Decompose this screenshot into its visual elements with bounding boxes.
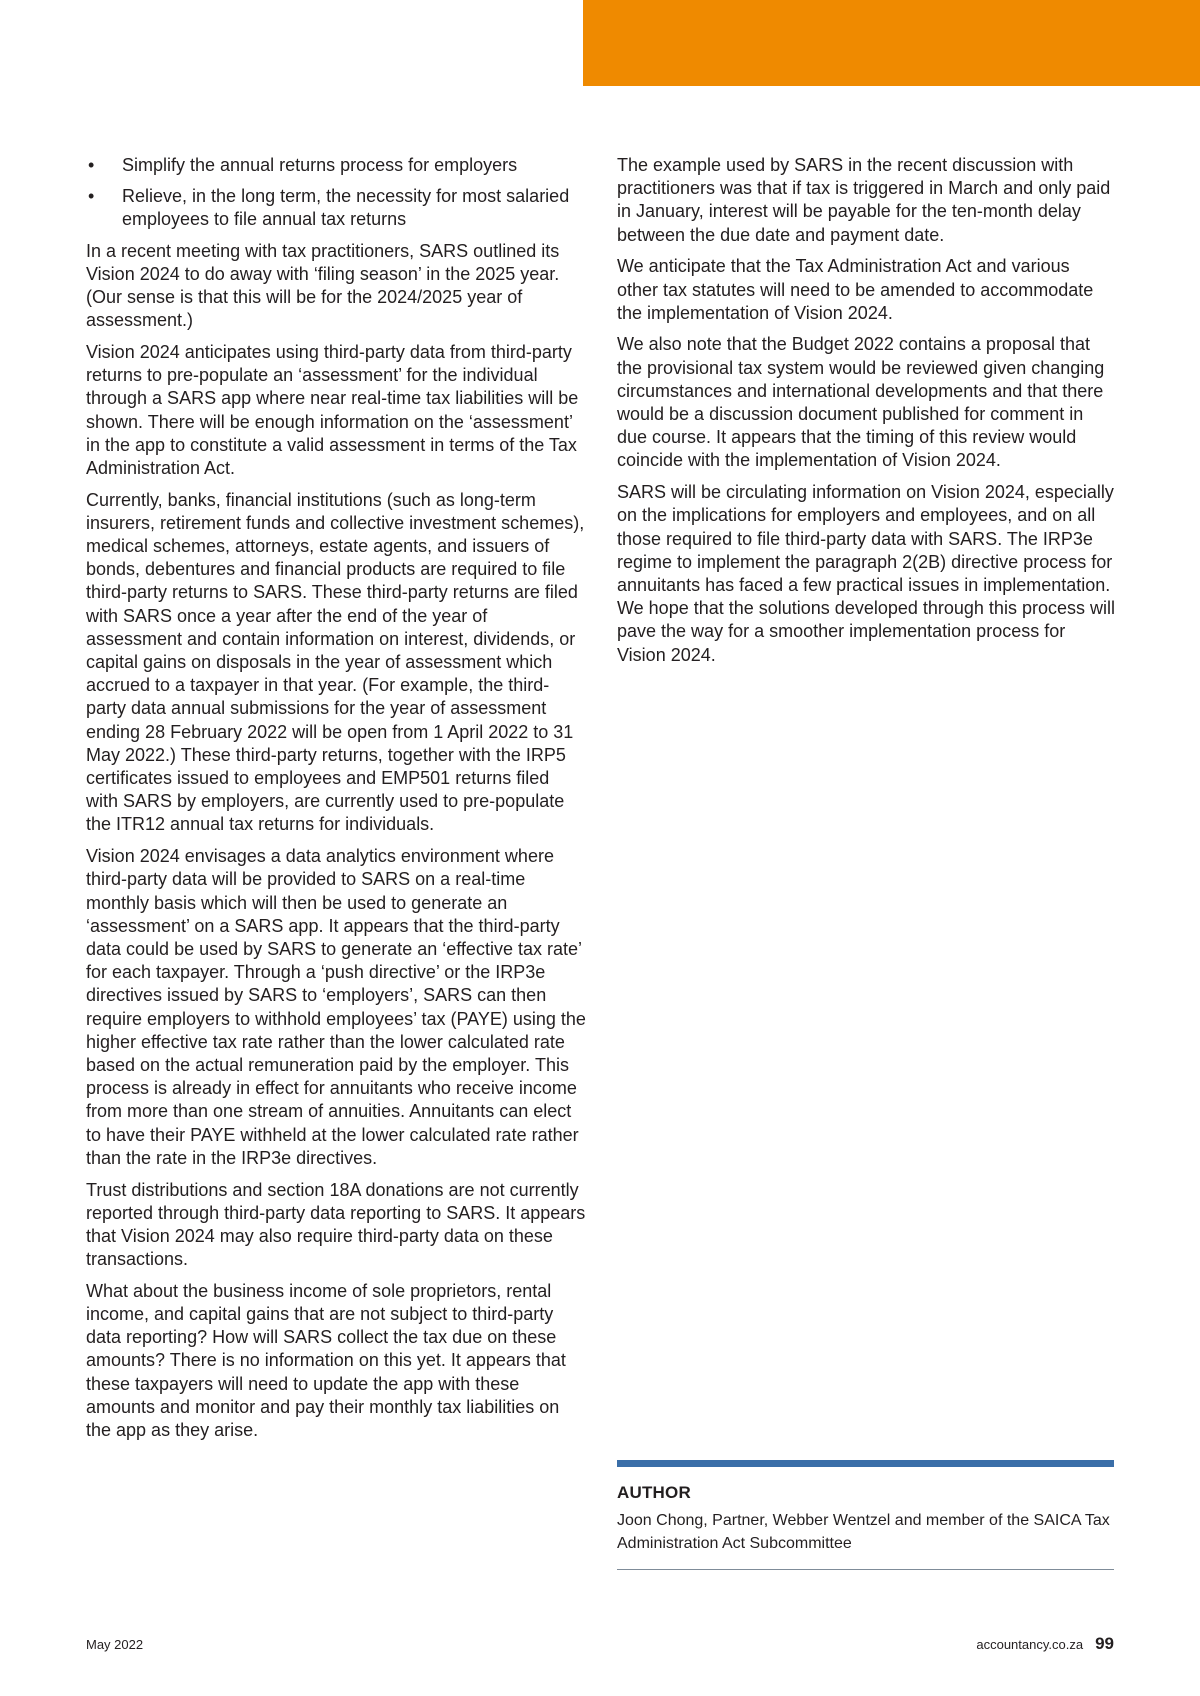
footer-right (976, 1634, 1114, 1654)
body-paragraph: Trust distributions and section 18A donations are not currently reported through third-party data reporting to SARS. It appears that Vision 2024 may also require third-party data on these transactions. (86, 1179, 586, 1270)
body-paragraph: SARS will be circulating information on Vision 2024, especially on the implications for employers and employees, and on all those required to file third-party data with SARS. The IRP3e regime to implement the paragraph 2(2B) directive process for annuitants has faced a few practical issues in implementation. We hope that the solutions developed through this process will pave the way for a smoother implementation process for Vision 2024. (617, 482, 1115, 665)
left-column (86, 154, 586, 1451)
body-paragraph: We also note that the Budget 2022 contains a proposal that the provisional tax system would be reviewed given changing circumstances and international developments and that there would be a discussion document published for comment in due course. It appears that the timing of this review would coincide with the implementation of Vision 2024. (617, 334, 1105, 471)
body-paragraph: Vision 2024 anticipates using third-party data from third-party returns to pre-populate an ‘assessment’ for the individual through a SARS app where near real-time tax liabilities will be shown. There will be enough information on the ‘assessment’ in the app to constitute a valid assessment in terms of the Tax Administration Act. (86, 341, 579, 478)
footer-site-link[interactable]: accountancy.co.za (976, 1637, 1084, 1652)
body-paragraph: In a recent meeting with tax practitioners, SARS outlined its Vision 2024 to do away with ‘filing season’ in the 2025 year. (Our sense is that this will be for the 2024/2025 year of assessment.) (86, 240, 560, 331)
author-box (617, 1460, 1114, 1570)
bullet-text: Relieve, in the long term, the necessity for most salaried employees to file annual tax returns (122, 186, 570, 230)
bullet-item (86, 185, 586, 231)
bullet-text: Simplify the annual returns process for employers (122, 155, 518, 175)
author-heading: AUTHOR (617, 1483, 691, 1502)
bullet-dot: • (88, 155, 95, 175)
bullet-dot: • (88, 186, 95, 207)
author-text: Joon Chong, Partner, Webber Wentzel and member of the SAICA Tax Administration Act Subcommittee (617, 1512, 1110, 1552)
author-top-rule (617, 1460, 1114, 1467)
bullet-item (86, 154, 586, 177)
author-bottom-rule (617, 1569, 1114, 1570)
body-paragraph: The example used by SARS in the recent discussion with practitioners was that if tax is triggered in March and only paid in January, interest will be payable for the ten-month delay between the due date and payment date. (617, 155, 1111, 245)
page-number: 99 (1095, 1634, 1114, 1653)
body-paragraph: We anticipate that the Tax Administration Act and various other tax statutes will need to be amended to accommodate the implementation of Vision 2024. (617, 256, 1094, 323)
bullet-list (86, 154, 586, 232)
footer-date: May 2022 (86, 1637, 144, 1652)
header-accent-block (583, 0, 1200, 86)
body-paragraph: Vision 2024 envisages a data analytics environment where third-party data will be provided to SARS on a real-time monthly basis which will then be used to generate an ‘assessment’ on a SARS app. It appears that the third-party data could be used by SARS to generate an ‘effective tax rate’ for each taxpayer. Through a ‘push directive’ or the IRP3e directives issued by SARS to ‘employers’, SARS can then require employers to withhold employees’ tax (PAYE) using the higher effective tax rate rather than the lower calculated rate based on the actual remuneration paid by the employer. This process is already in effect for annuitants who receive income from more than one stream of annuities. Annuitants can elect to have their PAYE withheld at the lower calculated rate rather than the rate in the IRP3e directives. (86, 846, 586, 1168)
body-paragraph: Currently, banks, financial institutions (such as long-term insurers, retirement funds and collective investment schemes), medical schemes, attorneys, estate agents, and issuers of bonds, debentures and financial products are required to file third-party returns to SARS. These third-party returns are filed with SARS once a year after the end of the year of assessment and contain information on interest, dividends, or capital gains on disposals in the year of assessment which accrued to a taxpayer in that year. (For example, the third-party data annual submissions for the year of assessment ending 28 February 2022 will be open from 1 April 2022 to 31 May 2022.) These third-party returns, together with the IRP5 certificates issued to employees and EMP501 returns filed with SARS by employers, are currently used to pre-populate the ITR12 annual tax returns for individuals. (86, 489, 585, 835)
body-paragraph: What about the business income of sole proprietors, rental income, and capital gains that are not subject to third-party data reporting? How will SARS collect the tax due on these amounts? There is no information on this yet. It appears that these taxpayers will need to update the app with these amounts and monitor and pay their monthly tax liabilities on the app as they arise. (86, 1280, 566, 1441)
right-column (617, 154, 1115, 675)
